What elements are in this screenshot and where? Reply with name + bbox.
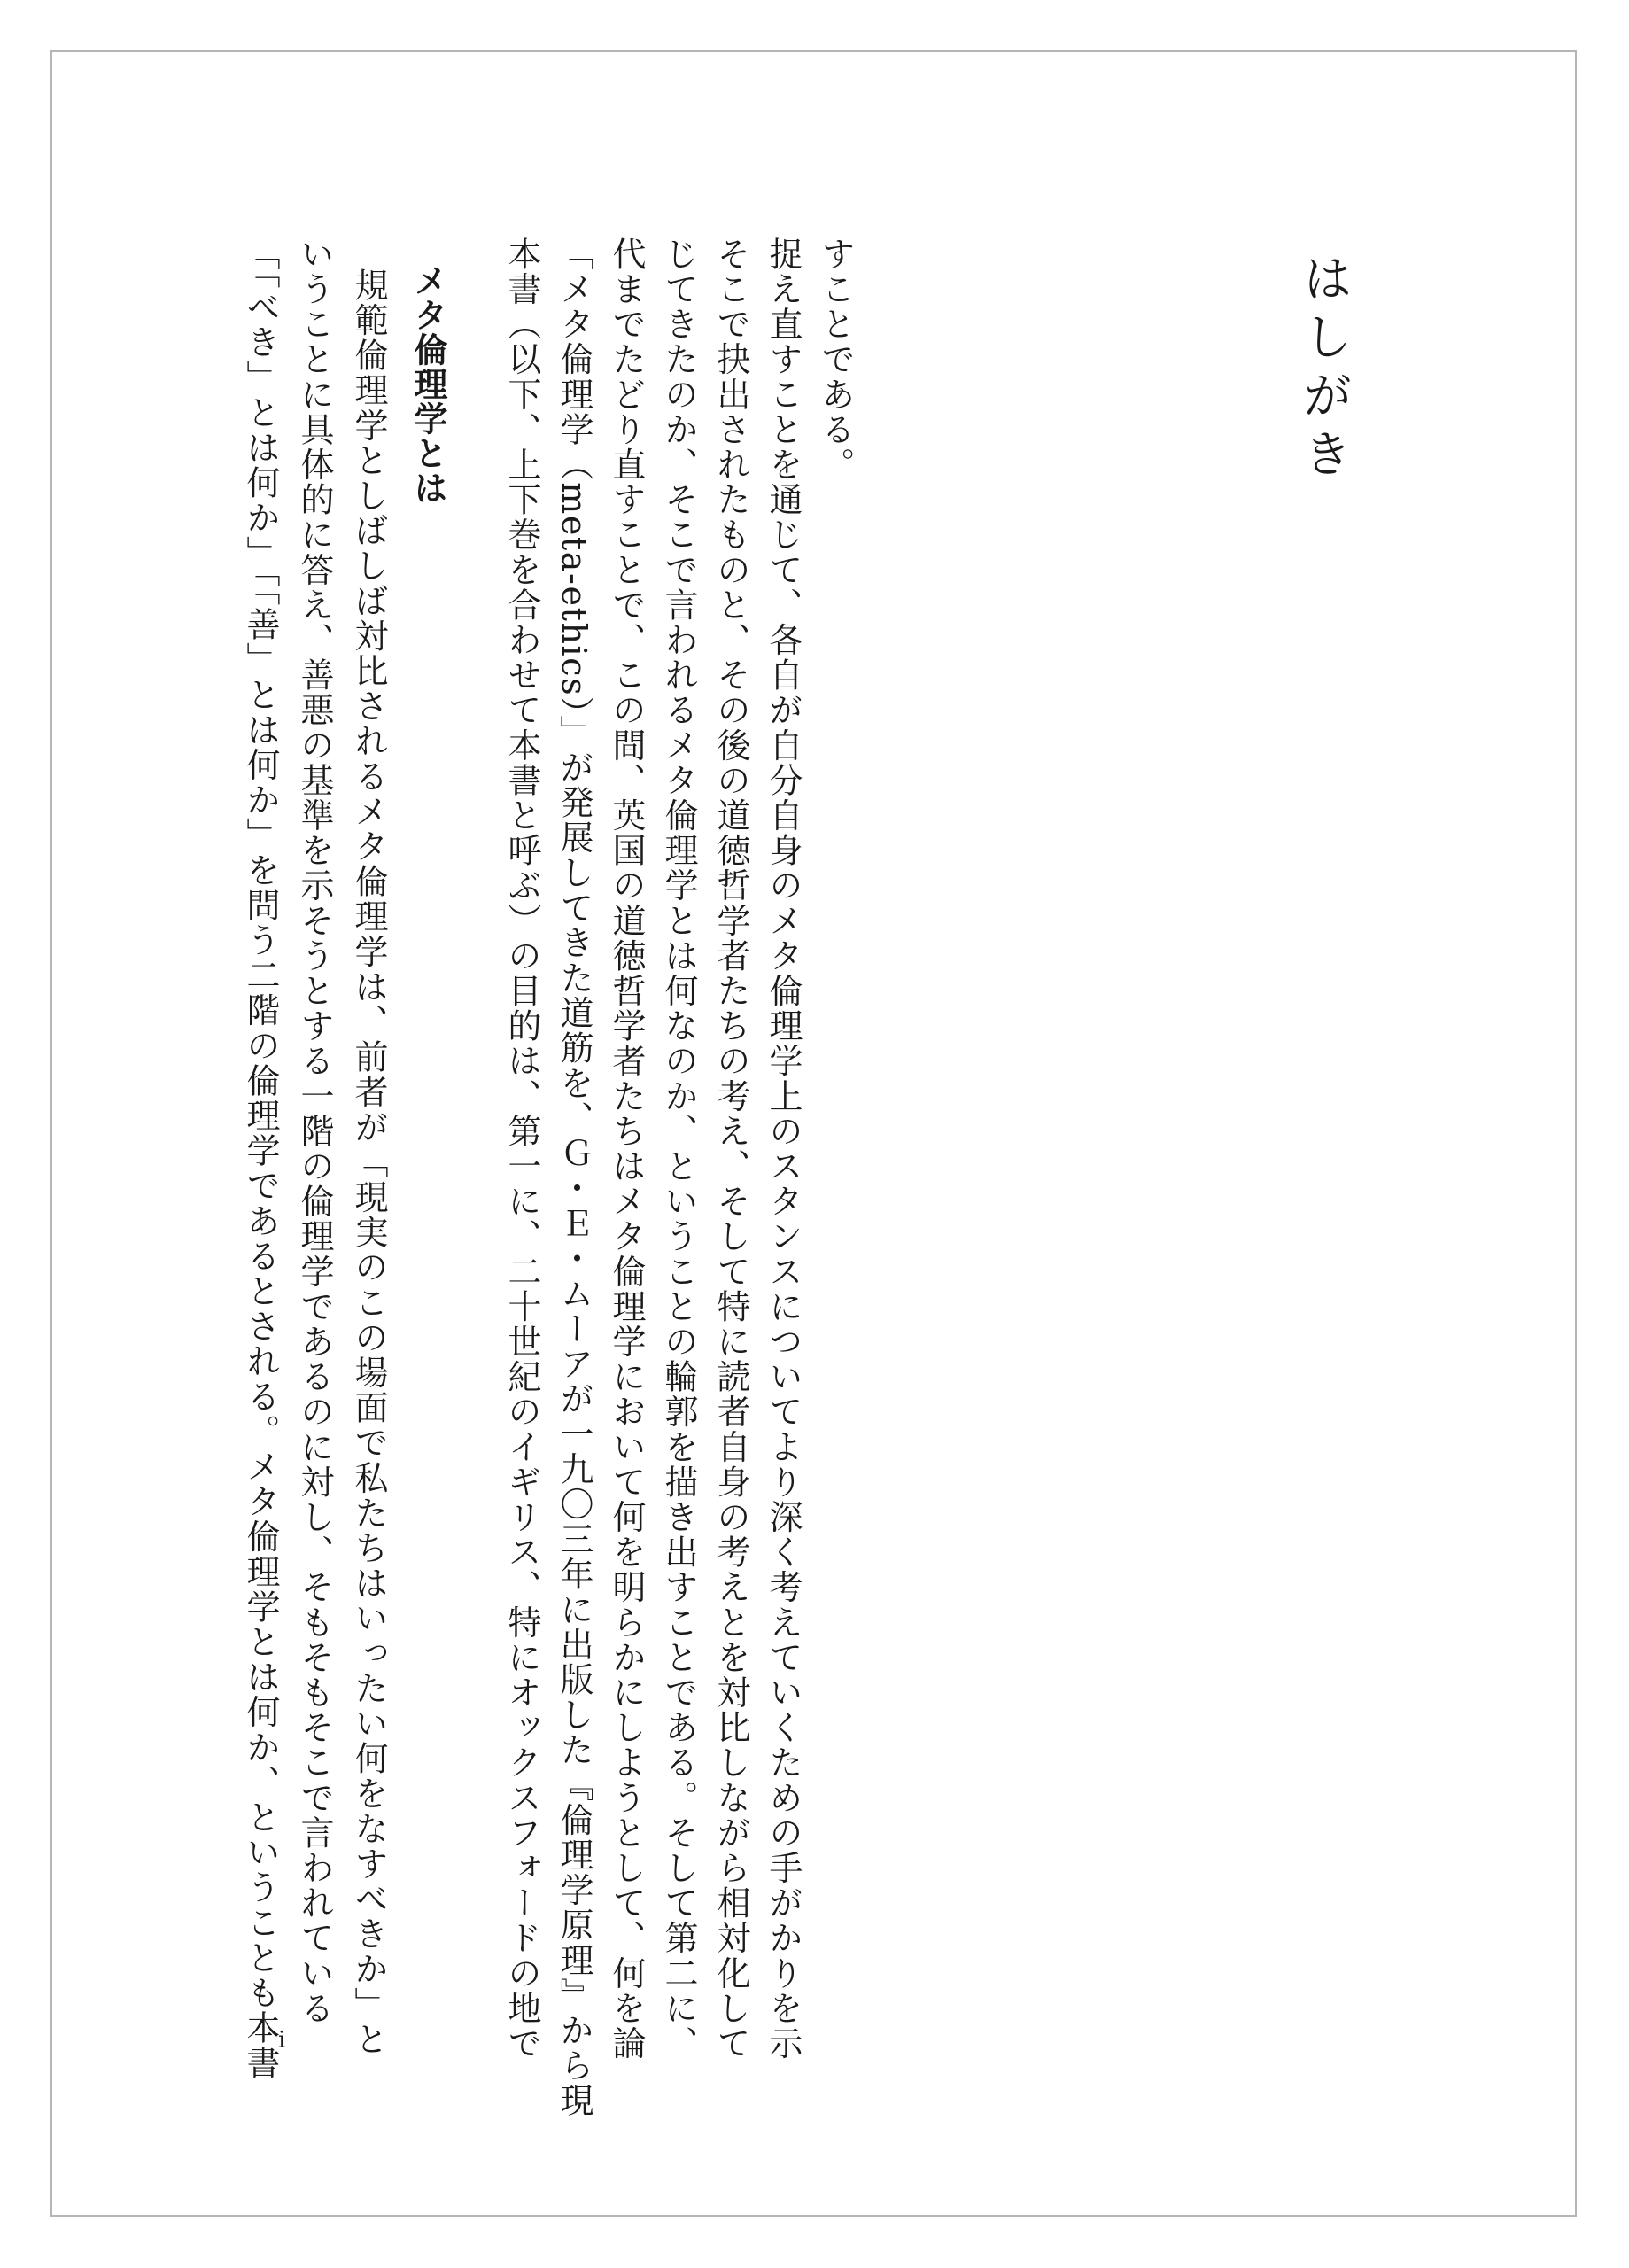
intro-line-5: そこで抉出されたものと、その後の道徳哲学者たちの考え、そして特に読者自身の考えとを対比しながら相対化して [711,237,750,2062]
intro-line-1: 本書（以下、上下巻を合わせて本書と呼ぶ）の目的は、第一に、二十世紀のイギリス、特にオックスフォードの地で [502,237,541,2062]
page-title: はしがき [1295,252,1353,486]
section-line-1: 規範倫理学としばしば対比されるメタ倫理学は、前者が「現実のこの場面で私たちはいったい何をなすべきか」と [349,268,388,2057]
intro-line-4: じてきたのか、そこで言われるメタ倫理学とは何なのか、ということの輪郭を描き出すことである。そして第二に、 [659,237,698,2062]
intro-line-2: 「メタ倫理学（meta-ethics）」が発展してきた道筋を、Ｇ・Ｅ・ムーアが一九〇三年に出版した『倫理学原理』から現 [555,237,593,2118]
section-heading: メタ倫理学とは [408,263,447,505]
intro-line-3: 代までたどり直すことで、この間、英国の道徳哲学者たちはメタ倫理学において何を明らかにしようとして、何を論 [607,237,646,2062]
section-line-3: 「「べき」とは何か」「「善」とは何か」を問う二階の倫理学であるとされる。メタ倫理学とは何か、ということも本書 [241,237,280,2081]
intro-line-7: すことである。 [816,237,855,483]
section-line-2: いうことに具体的に答え、善悪の基準を示そうとする一階の倫理学であるのに対し、そもそもそこで言われている [295,237,334,2026]
page-number: i [278,2027,286,2054]
intro-line-6: 捉え直すことを通じて、各自が自分自身のメタ倫理学上のスタンスについてより深く考えていくための手がかりを示 [764,237,803,2062]
